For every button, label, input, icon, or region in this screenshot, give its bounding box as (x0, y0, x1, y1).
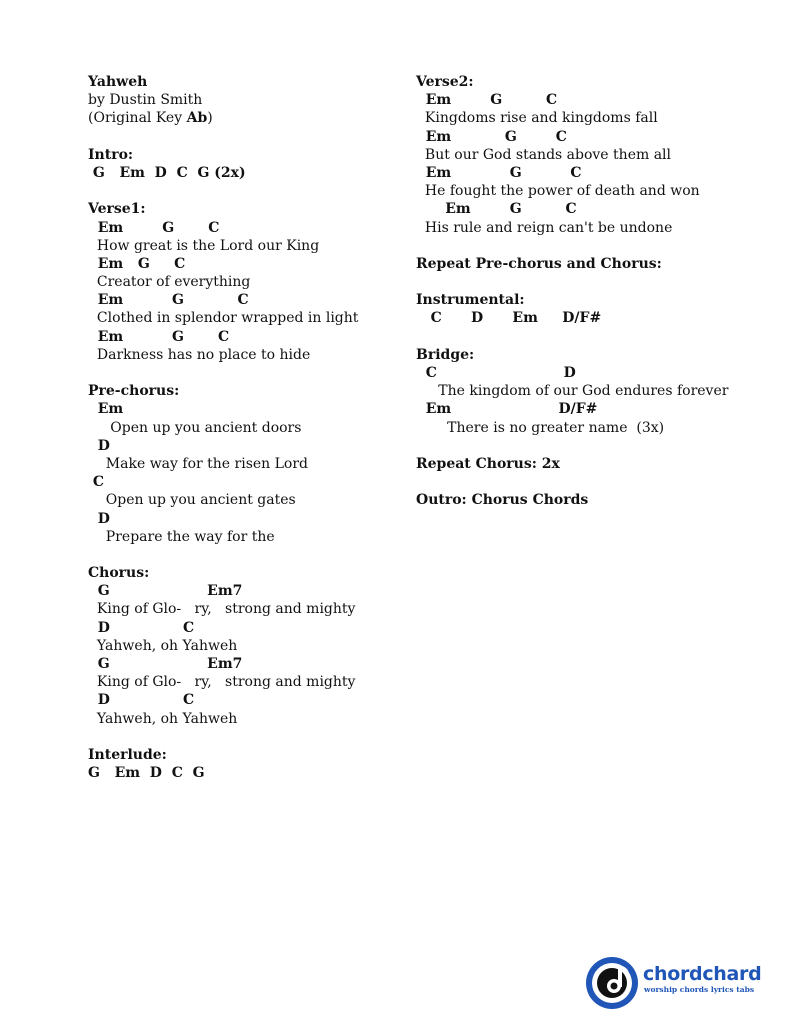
verse2-chord-line: Em G C (416, 128, 567, 145)
chorus-chord-line: G Em7 (88, 583, 243, 600)
chorus-chord-line: G Em7 (88, 656, 243, 672)
original-key-value: Ab (186, 110, 208, 127)
chorus-heading: Chorus: (88, 565, 150, 582)
verse1-chord-line: Em G C (88, 292, 249, 309)
chordchard-logo-icon (585, 955, 641, 1011)
prechorus-lyric-line: Open up you ancient gates (88, 492, 296, 509)
song-author: by Dustin Smith (88, 92, 203, 109)
original-key-prefix: (Original Key (88, 110, 187, 127)
verse1-heading: Verse1: (88, 201, 146, 218)
prechorus-lyric-line: Open up you ancient doors (88, 419, 302, 436)
prechorus-chord-line: D (88, 510, 110, 527)
repeat-chorus: Repeat Chorus: 2x (416, 455, 560, 472)
prechorus-chord-line: Em (88, 401, 124, 418)
verse1-chord-line: Em G C (88, 328, 230, 345)
prechorus-chord-line: C (88, 474, 105, 491)
chorus-lyric-line: King of Glo- ry, strong and mighty (88, 601, 356, 618)
right-column (416, 73, 776, 510)
left-column (88, 73, 388, 782)
prechorus-heading: Pre-chorus: (88, 383, 180, 400)
logo-name: chordchard (643, 963, 762, 985)
verse2-lyric-line: He fought the power of death and won (416, 183, 700, 200)
outro: Outro: Chorus Chords (416, 492, 589, 509)
interlude-heading: Interlude: (88, 746, 167, 763)
instrumental-heading: Instrumental: (416, 292, 525, 309)
song-title: Yahweh (88, 74, 148, 90)
chorus-lyric-line: Yahweh, oh Yahweh (88, 637, 238, 654)
verse1-chord-line: Em G C (88, 219, 220, 236)
verse2-chord-line: Em G C (416, 164, 582, 181)
chorus-lyric-line: King of Glo- ry, strong and mighty (88, 674, 356, 691)
interlude-chords: G Em D C G (88, 765, 205, 782)
prechorus-lyric-line: Prepare the way for the (88, 528, 275, 545)
verse2-lyric-line: But our God stands above them all (416, 146, 672, 163)
verse1-chord-line: Em G C (88, 255, 186, 272)
verse2-heading: Verse2: (416, 74, 474, 90)
original-key (88, 109, 388, 127)
bridge-lyric-line: The kingdom of our God endures forever (416, 383, 729, 400)
instrumental-chords: C D Em D/F# (416, 310, 602, 327)
chordchard-logo[interactable] (585, 955, 775, 1011)
verse2-lyric-line: Kingdoms rise and kingdoms fall (416, 110, 658, 127)
verse1-lyric-line: Clothed in splendor wrapped in light (88, 310, 359, 327)
chorus-lyric-line: Yahweh, oh Yahweh (88, 710, 238, 727)
bridge-chord-line: C D (416, 365, 576, 381)
bridge-heading: Bridge: (416, 346, 475, 363)
bridge-chord-line: Em D/F# (416, 401, 598, 418)
verse1-lyric-line: Creator of everything (88, 274, 251, 291)
prechorus-lyric-line: Make way for the risen Lord (88, 455, 309, 472)
prechorus-chord-line: D (88, 437, 110, 454)
chorus-chord-line: D C (88, 619, 195, 636)
logo-tagline: worship chords lyrics tabs (644, 985, 755, 994)
intro-chords: G Em D C G (2x) (88, 164, 246, 181)
verse1-lyric-line: How great is the Lord our King (88, 237, 320, 254)
repeat-prechorus-chorus: Repeat Pre-chorus and Chorus: (416, 255, 662, 272)
verse2-chord-line: Em G C (416, 92, 558, 109)
verse2-chord-line: Em G C (416, 201, 577, 218)
original-key-suffix: ) (207, 110, 213, 127)
chorus-chord-line: D C (88, 692, 195, 709)
bridge-lyric-line: There is no greater name (3x) (416, 419, 665, 436)
verse2-lyric-line: His rule and reign can't be undone (416, 219, 673, 236)
intro-heading: Intro: (88, 146, 134, 163)
verse1-lyric-line: Darkness has no place to hide (88, 346, 311, 363)
